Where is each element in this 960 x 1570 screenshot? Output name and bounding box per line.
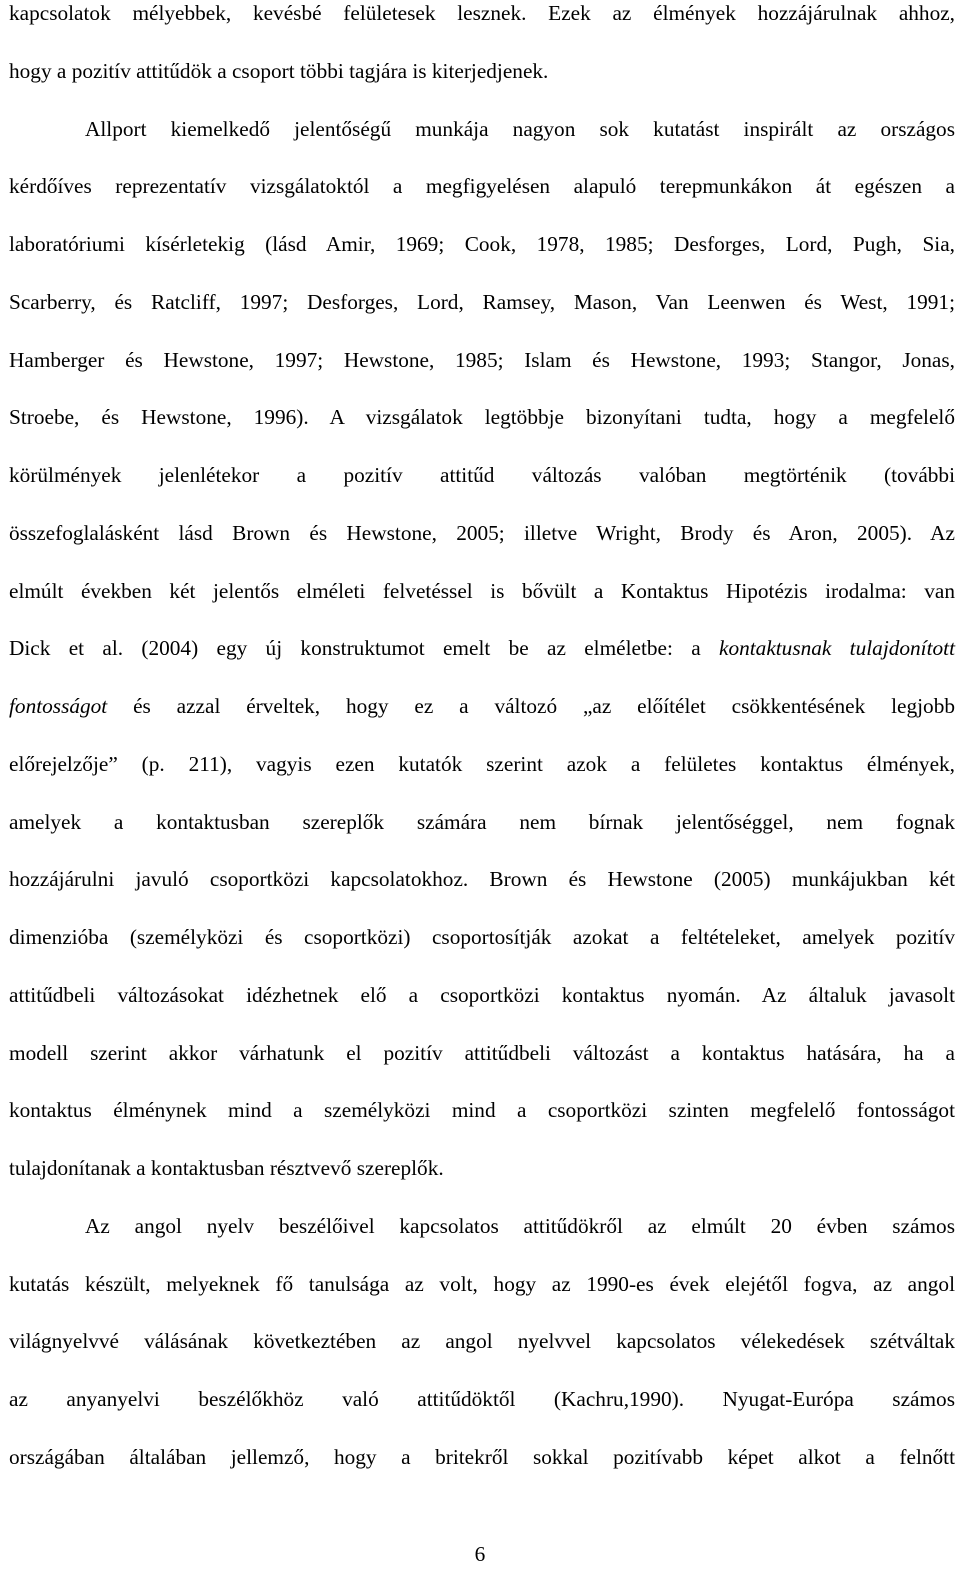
text-line: tulajdonítanak a kontaktusban résztvevő szereplők. (9, 1156, 444, 1180)
text-line (9, 632, 955, 690)
text-line: összefoglalásként lásd Brown és Hewstone, 2005; illetve Wright, Brody és Aron, 2005). Az (9, 520, 955, 545)
text-line: körülmények jelenlétekor a pozitív attitűd változás valóban megtörténik (további (9, 463, 955, 487)
text-line: előrejelzője” (p. 211), vagyis ezen kutatók szerint azok a felületes kontaktus élmények, (9, 751, 955, 776)
italic-term: kontaktusnak tulajdonított (719, 636, 955, 661)
italic-term: fontosságot (9, 694, 108, 718)
text-line: elmúlt években két jelentős elméleti felvetéssel is bővült a Kontaktus Hipotézis irodalma: van (9, 578, 955, 603)
text-line: attitűdbeli változásokat idézhetnek elő a csoportközi kontaktus nyomán. Az általuk javasolt (9, 982, 955, 1007)
text-line: országában általában jellemző, hogy a britekről sokkal pozitívabb képet alkot a felnőtt (9, 1444, 955, 1469)
text-line: laboratóriumi kísérletekig (lásd Amir, 1969; Cook, 1978, 1985; Desforges, Lord, Pugh, Sia, (9, 232, 955, 256)
text-line: világnyelvvé válásának következtében az angol nyelvvel kapcsolatos vélekedések szétváltak (9, 1329, 955, 1354)
text-line (9, 690, 955, 748)
text-line: Allport kiemelkedő jelentőségű munkája nagyon sok kutatást inspirált az országos (85, 116, 955, 141)
text-line: kutatás készült, melyeknek fő tanulsága az volt, hogy az 1990-es évek elejétől fogva, az angol (9, 1271, 955, 1296)
text-line: modell szerint akkor várhatunk el pozitív attitűdbeli változást a kontaktus hatására, ha a (9, 1040, 955, 1065)
text-line: hozzájárulni javuló csoportközi kapcsolatokhoz. Brown és Hewstone (2005) munkájukban két (9, 867, 955, 892)
text-run: Dick et al. (2004) egy új konstruktumot emelt be az elméletbe: a (9, 636, 719, 661)
text-line: amelyek a kontaktusban szereplők számára nem bírnak jelentőséggel, nem fognak (9, 809, 955, 834)
text-line: Az angol nyelv beszélőivel kapcsolatos attitűdökről az elmúlt 20 évben számos (85, 1213, 955, 1238)
text-line: Scarberry, és Ratcliff, 1997; Desforges, Lord, Ramsey, Mason, Van Leenwen és West, 1991; (9, 289, 955, 314)
text-line: az anyanyelvi beszélőkhöz való attitűdöktől (Kachru,1990). Nyugat-Európa számos (9, 1387, 955, 1411)
text-run: és azzal érveltek, hogy ez a változó „az előítélet csökkentésének legjobb (107, 694, 955, 718)
page-number: 6 (474, 1542, 486, 1566)
text-line: dimenzióba (személyközi és csoportközi) csoportosítják azokat a feltételeket, amelyek pozitív (9, 925, 955, 949)
text-line: kontaktus élménynek mind a személyközi mind a csoportközi szinten megfelelő fontosságot (9, 1098, 955, 1123)
text-line: Hamberger és Hewstone, 1997; Hewstone, 1985; Islam és Hewstone, 1993; Stangor, Jonas, (9, 347, 955, 372)
text-line: Stroebe, és Hewstone, 1996). A vizsgálatok legtöbbje bizonyítani tudta, hogy a megfelelő (9, 405, 955, 430)
text-line: hogy a pozitív attitűdök a csoport többi tagjára is kiterjedjenek. (9, 58, 549, 83)
document-page (9, 0, 955, 1499)
text-line: kapcsolatok mélyebbek, kevésbé felületesek lesznek. Ezek az élmények hozzájárulnak ahhoz, (9, 1, 955, 25)
text-line: kérdőíves reprezentatív vizsgálatoktól a megfigyelésen alapuló terepmunkákon át egészen a (9, 174, 955, 199)
